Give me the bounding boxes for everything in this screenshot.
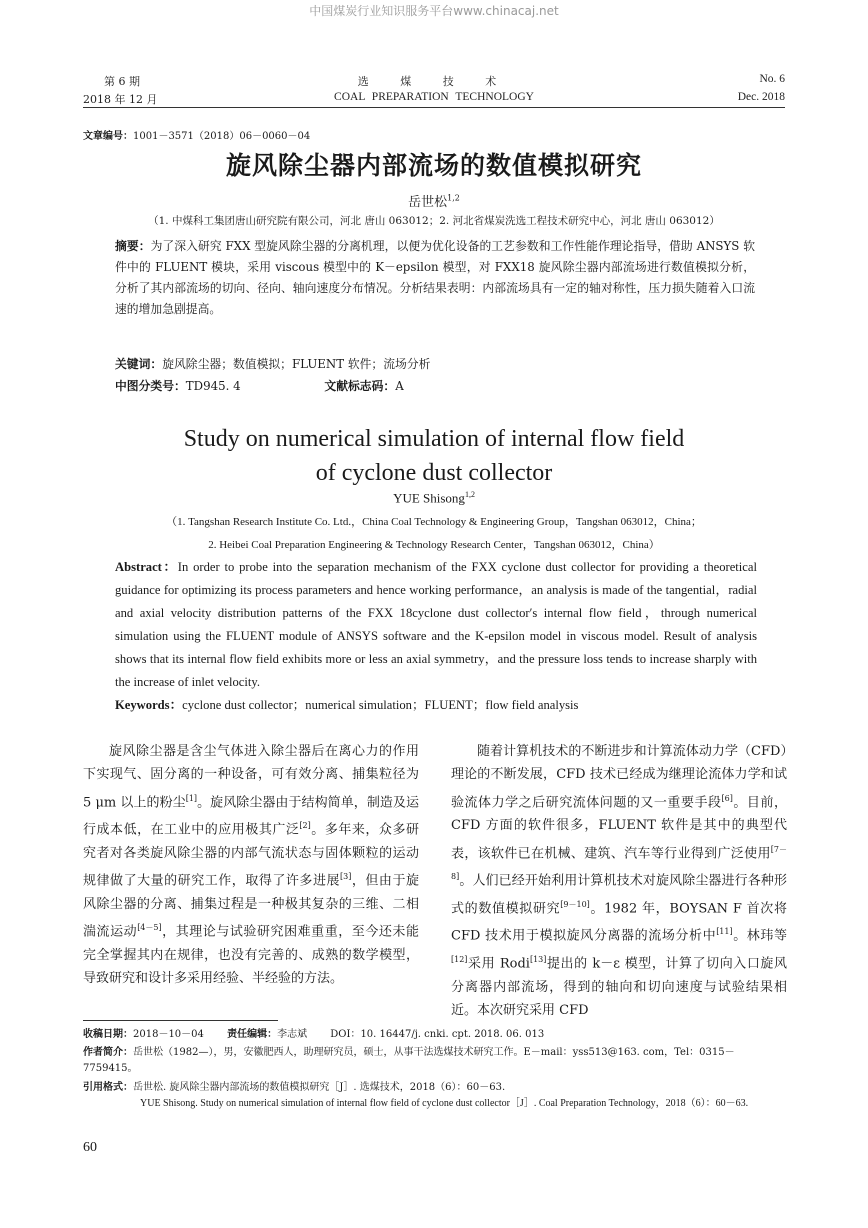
keywords-en xyxy=(115,694,757,717)
page-number: 60 xyxy=(83,1140,97,1155)
clc-value: TD945. 4 xyxy=(185,379,241,393)
abstract-en-text: In order to probe into the separation mechanism of the FXX cyclone dust collector for providing a theoretical guidance for optimizing its process parameters and hence working performance，an analysis is made of the tangential，radial and axial velocity distribution patterns of the FXX 18cyclone dust collector′s internal flow field，through numerical simulation using the FLUENT module of ANSYS software and the K-epsilon model in viscous model. Result of analysis shows that its internal flow field exhibits more or less an axial symmetry，and the pressure loss tends to increase sharply with the increase of inlet velocity. xyxy=(115,560,757,689)
doc-code-value: A xyxy=(395,379,404,393)
author-cn xyxy=(0,191,868,210)
body-right-column xyxy=(451,740,787,1022)
clc-label: 中图分类号： xyxy=(115,379,186,393)
watermark: 中国煤炭行业知识服务平台www.chinacaj.net xyxy=(309,4,559,18)
body-left-paragraph xyxy=(83,740,419,990)
body-text: 采用 Rodi xyxy=(467,956,530,972)
title-en-line1: Study on numerical simulation of internal flow field xyxy=(183,426,685,452)
classification xyxy=(115,376,755,397)
author-cn-name: 岳世松 xyxy=(408,195,448,210)
doi: DOI：10. 16447/j. cnki. cpt. 2018. 06. 013 xyxy=(330,1029,545,1040)
body-left-column xyxy=(83,740,419,990)
body-text: 。目前，CFD 方面的软件很多，FLUENT 软件是其中的典型代表，该软件已在机械、建筑、汽车等行业得到广泛使用 xyxy=(451,794,787,861)
body-text: 随着计算机技术的不断进步和计算流体动力学（CFD）理论的不断发展，CFD 技术已经成为继理论流体力学和试验流体力学之后研究流体问题的又一重要手段 xyxy=(451,744,787,810)
citation-en: YUE Shisong. Study on numerical simulation of internal flow field of cyclone dust collector［J］. Coal Preparation Technology，2018（6）：60－63. xyxy=(140,1098,749,1109)
body-text: ，其理论与试验研究困难重重，至今还未能完全掌握其内在规律，也没有完善的、成熟的数学模型，导致研究和设计多采用经验、半经验的方法。 xyxy=(83,924,419,986)
footnote-received xyxy=(83,1027,785,1043)
citation-ref: [12] xyxy=(451,955,468,965)
affiliation-en-line2: 2. Heibei Coal Preparation Engineering & Technology Research Center，Tangshan 063012，China） xyxy=(208,539,660,551)
body-right-paragraph xyxy=(451,740,787,1022)
body-text: 旋风除尘器是含尘气体进入除尘器后在离心力的作用下实现气、固分离的一种设备，可有效分离、捕集粒径为 5 μm 以上的粉尘 xyxy=(83,744,419,810)
keywords-en-label: Keywords： xyxy=(115,698,183,712)
title-en-line2: of cyclone dust collector xyxy=(315,460,553,486)
body-text: ，但由于旋风除尘器的分离、捕集过程是一种极其复杂的三维、二相湍流运动 xyxy=(83,873,419,940)
footnote-citation xyxy=(83,1080,785,1112)
author-en-name: YUE Shisong xyxy=(393,490,465,506)
header-date-en: Dec. 2018 xyxy=(737,91,785,103)
body-text: 。旋风除尘器由于结构简单，制造及运行成本低，在工业中的应用极其广泛 xyxy=(83,794,419,838)
keywords-cn-text: 旋风除尘器；数值模拟；FLUENT 软件；流场分析 xyxy=(162,357,431,371)
citation-ref: [6] xyxy=(721,793,733,803)
affiliation-cn: （1. 中煤科工集团唐山研究院有限公司，河北 唐山 063012；2. 河北省煤炭洗选工程技术研究中心，河北 唐山 063012） xyxy=(148,215,720,227)
author-en xyxy=(0,490,868,506)
editor-label: 责任编辑： xyxy=(227,1029,278,1040)
citation-ref: [13] xyxy=(529,955,547,965)
citation-ref: [2] xyxy=(299,821,311,831)
citation-ref: [1] xyxy=(185,793,198,803)
body-text: 。1982 年，BOYSAN F 首次将 CFD 技术用于模拟旋风分离器的流场分析中 xyxy=(451,901,787,944)
abstract-cn xyxy=(115,236,755,320)
header-rule xyxy=(83,107,785,108)
footnote-divider xyxy=(83,1020,278,1021)
bio-text: 岳世松（1982—），男，安徽肥西人，助理研究员，硕士，从事干法选煤技术研究工作。E－mail：yss513@163. com，Tel：0315－7759415。 xyxy=(83,1047,735,1074)
article-number-label: 文章编号： xyxy=(83,131,133,142)
abstract-en-label: Abstract： xyxy=(115,560,178,574)
keywords-en-text: cyclone dust collector；numerical simulation；FLUENT；flow field analysis xyxy=(182,698,579,712)
abstract-cn-label: 摘要： xyxy=(115,239,151,253)
citation-ref: [7－8] xyxy=(451,844,787,882)
article-number-value: 1001－3571（2018）06－0060－04 xyxy=(133,131,311,142)
body-text: 提出的 k－ε 模型，计算了切向入口旋风分离器内部流场，得到的轴向和切向速度与试验结果相近。本次研究采用 CFD xyxy=(451,956,787,1018)
abstract-cn-text: 为了深入研究 FXX 型旋风除尘器的分离机理，以便为优化设备的工艺参数和工作性能作理论指导，借助 ANSYS 软件中的 FLUENT 模块，采用 viscous 模型中的 K－epsilon 模型，对 FXX18 旋风除尘器内部流场进行数值模拟分析，分析了其内部流场的切向、径向、轴向速度分布情况。分析结果表明：内部流场具有一定的轴对称性，压力损失随着入口流速的增加急剧提高。 xyxy=(115,239,755,316)
header-journal-en: COAL PREPARATION TECHNOLOGY xyxy=(334,91,534,103)
footnote-bio xyxy=(83,1045,785,1077)
header-issue-en: No. 6 xyxy=(759,73,785,85)
header-date-cn: 2018 年 12 月 xyxy=(83,93,158,106)
citation-ref: [9－10] xyxy=(560,899,590,909)
citation-cn-line xyxy=(83,1080,785,1096)
keywords-cn-label: 关键词： xyxy=(115,357,163,371)
citation-cn: 岳世松. 旋风除尘器内部流场的数值模拟研究［J］. 选煤技术，2018（6）：60－63. xyxy=(133,1082,506,1093)
citation-label: 引用格式： xyxy=(83,1082,133,1093)
header-journal-cn: 选 煤 技 术 xyxy=(357,75,511,88)
citation-ref: [3] xyxy=(340,872,352,882)
author-cn-sup: 1,2 xyxy=(447,193,460,203)
received-label: 收稿日期： xyxy=(83,1029,133,1040)
doc-code-label: 文献标志码： xyxy=(324,379,396,393)
affiliation-en-line1: （1. Tangshan Research Institute Co. Ltd.，China Coal Technology & Engineering Group，Tangshan 063012，China； xyxy=(166,516,702,528)
article-number xyxy=(83,127,310,142)
body-text: 。多年来，众多研究者对各类旋风除尘器的内部气流状态与固体颗粒的运动规律做了大量的研究工作，取得了许多进展 xyxy=(83,822,419,889)
editor-name: 李志斌 xyxy=(277,1029,308,1040)
title-cn: 旋风除尘器内部流场的数值模拟研究 xyxy=(225,151,642,180)
abstract-en xyxy=(115,556,757,693)
keywords-cn xyxy=(115,354,755,375)
author-en-sup: 1,2 xyxy=(464,490,475,499)
received-date: 2018－10－04 xyxy=(133,1029,204,1040)
body-text: 。人们已经开始利用计算机技术对旋风除尘器进行各种形式的数值模拟研究 xyxy=(451,873,787,917)
citation-ref: [11] xyxy=(716,927,733,937)
citation-ref: [4－5] xyxy=(137,923,162,933)
header-issue-cn: 第 6 期 xyxy=(104,75,140,88)
bio-label: 作者简介： xyxy=(83,1047,133,1058)
body-text: 。林玮等 xyxy=(732,928,787,944)
